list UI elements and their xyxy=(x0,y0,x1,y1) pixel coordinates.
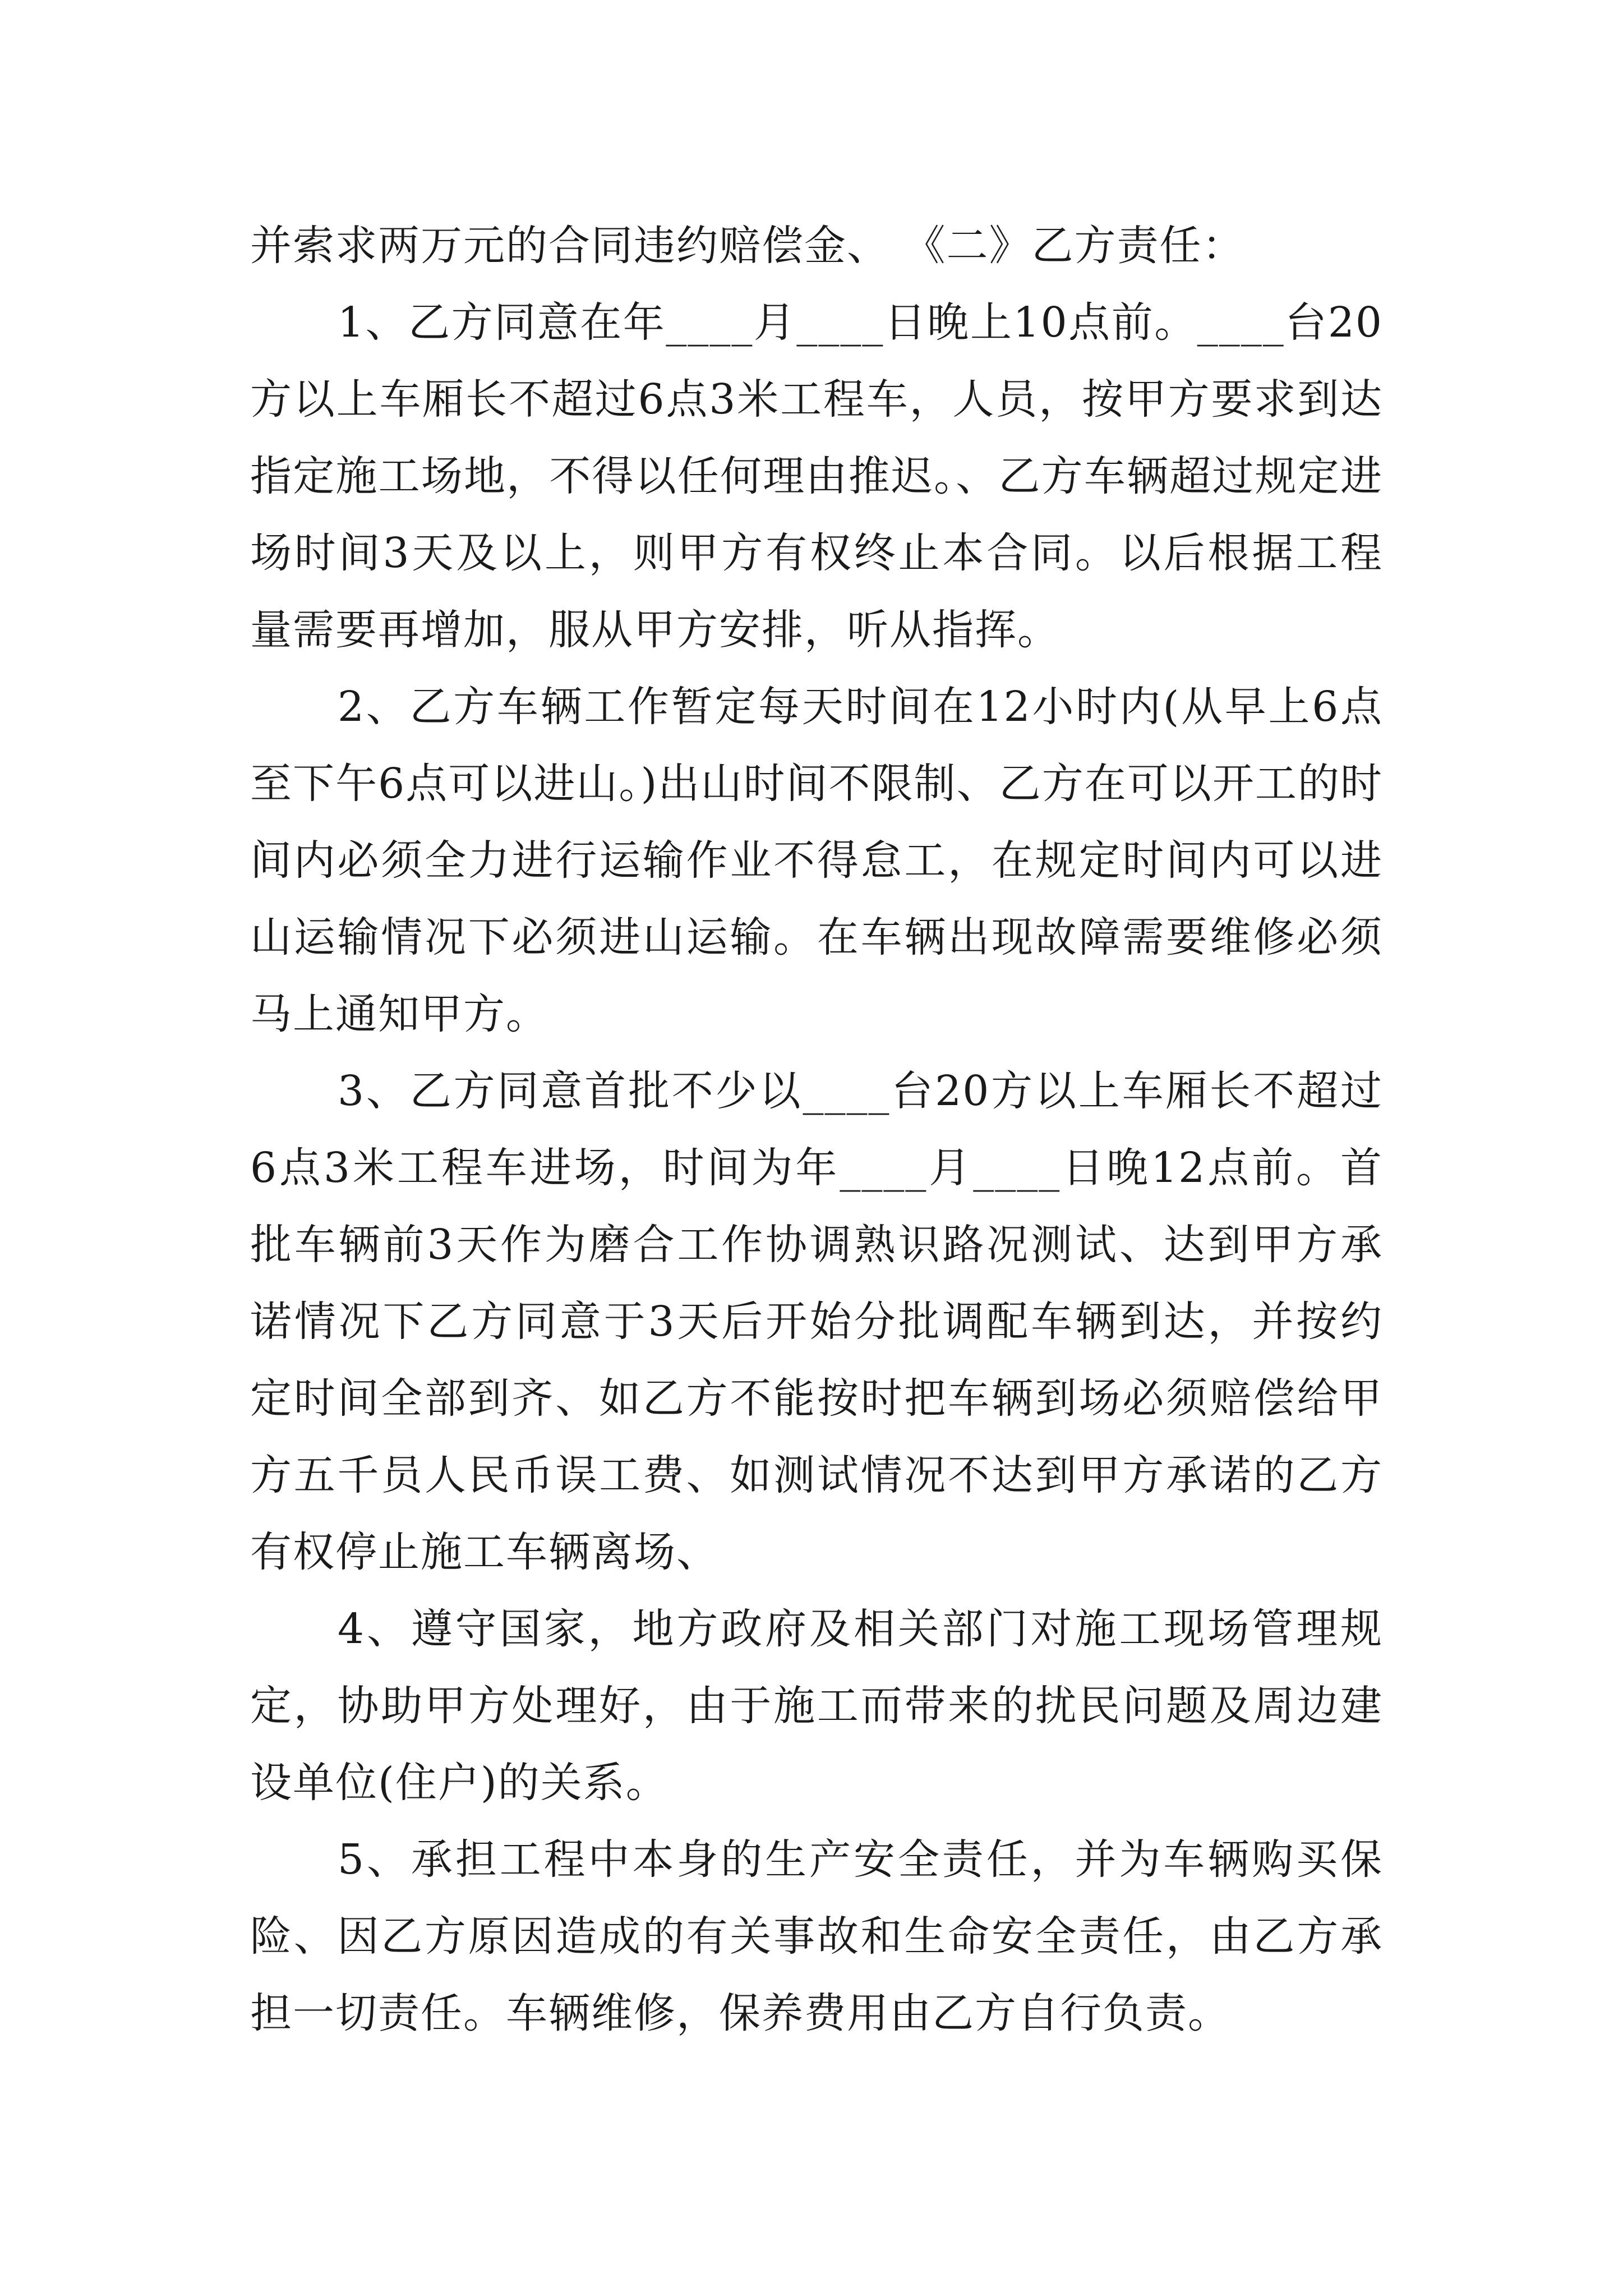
clause-3: 3、乙方同意首批不少以____台20方以上车厢长不超过6点3米工程车进场，时间为年____月____日晚12点前。首批车辆前3天作为磨合工作协调熟识路况测试、达到甲方承诺情况下乙方同意于3天后开始分批调配车辆到达，并按约定时间全部到齐、如乙方不能按时把车辆到场必须赔偿给甲方五千员人民币误工费、如测试情况不达到甲方承诺的乙方有权停止施工车辆离场、 xyxy=(250,1067,1383,1576)
paragraph-continuation: 并索求两万元的合同违约赔偿金、 《二》乙方责任： xyxy=(250,222,1245,270)
clause-4: 4、遵守国家，地方政府及相关部门对施工现场管理规定，协助甲方处理好，由于施工而带来的扰民问题及周边建设单位(住户)的关系。 xyxy=(250,1605,1383,1807)
contract-body xyxy=(250,208,1383,2052)
clause-2: 2、乙方车辆工作暂定每天时间在12小时内(从早上6点至下午6点可以进山。)出山时间不限制、乙方在可以开工的时间内必须全力进行运输作业不得怠工，在规定时间内可以进山运输情况下必须进山运输。在车辆出现故障需要维修必须马上通知甲方。 xyxy=(250,683,1383,1038)
clause-5: 5、承担工程中本身的生产安全责任，并为车辆购买保险、因乙方原因造成的有关事故和生命安全责任，由乙方承担一切责任。车辆维修，保养费用由乙方自行负责。 xyxy=(250,1835,1383,2037)
clause-1: 1、乙方同意在年____月____日晚上10点前。____台20方以上车厢长不超过6点3米工程车，人员，按甲方要求到达指定施工场地，不得以任何理由推迟。、乙方车辆超过规定进场时间3天及以上，则甲方有权终止本合同。以后根据工程量需要再增加，服从甲方安排，听从指挥。 xyxy=(250,298,1383,654)
